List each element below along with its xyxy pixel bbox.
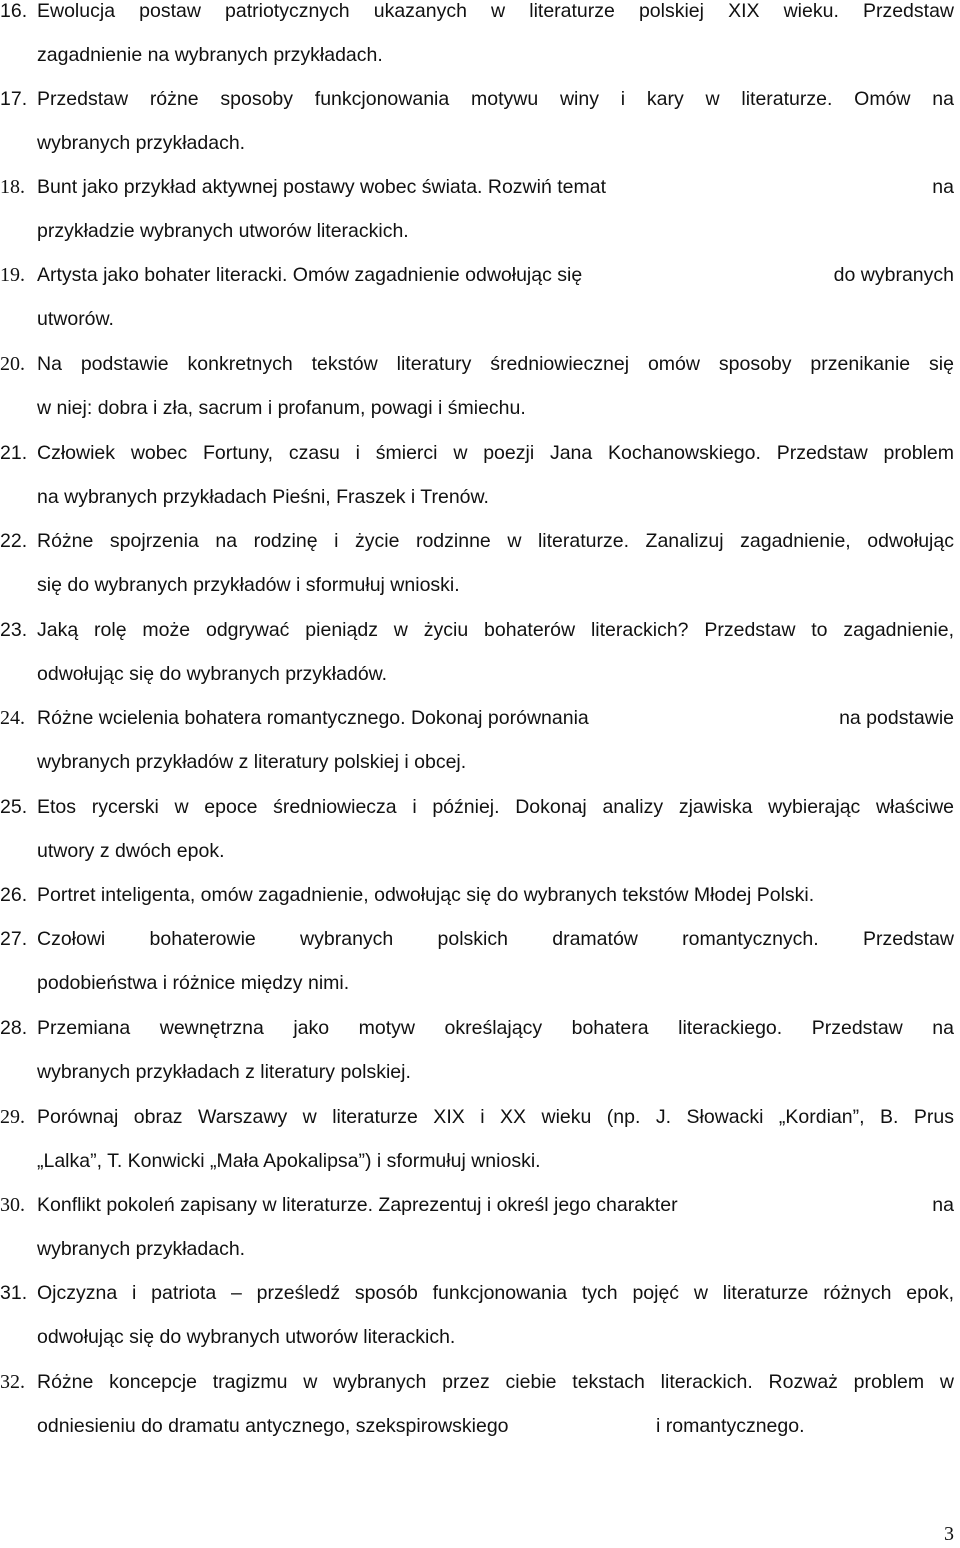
item-text: w niej: dobra i zła, sacrum i profanum, powagi i śmiechu. (37, 397, 526, 419)
item-text: Przemiana wewnętrzna jako motyw określający bohatera literackiego. Przedstaw na (37, 1017, 954, 1039)
list-item-31-line-2 (0, 1322, 960, 1352)
item-text: Artysta jako bohater literacki. Omów zagadnienie odwołując się (37, 264, 583, 286)
item-number: 32. (0, 1371, 25, 1393)
list-item-31-line-1 (0, 1278, 960, 1308)
list-item-28-line-1 (0, 1013, 960, 1043)
item-number: 20. (0, 353, 25, 375)
list-item-18-line-2 (0, 216, 960, 246)
item-number: 23. (0, 619, 28, 641)
list-item-24-line-2 (0, 747, 960, 777)
list-item-16-line-2 (0, 40, 960, 70)
item-text: podobieństwa i różnice między nimi. (37, 972, 350, 994)
item-text: utwory z dwóch epok. (37, 840, 225, 862)
list-item-27-line-1 (0, 924, 960, 954)
item-text: Bunt jako przykład aktywnej postawy wobec świata. Rozwiń temat (37, 176, 607, 198)
list-item-26-line-1 (0, 880, 960, 910)
item-number: 26. (0, 884, 28, 906)
list-item-21-line-1 (0, 438, 960, 468)
list-item-18-line-1 (0, 172, 960, 202)
item-text: odniesieniu do dramatu antycznego, szekspirowskiego (37, 1415, 509, 1437)
list-item-29-line-2 (0, 1146, 960, 1176)
list-item-23-line-1 (0, 615, 960, 645)
item-text: wybranych przykładów z literatury polskiej i obcej. (37, 751, 467, 773)
item-text: Konflikt pokoleń zapisany w literaturze. Zaprezentuj i określ jego charakter (37, 1194, 678, 1216)
item-text: na wybranych przykładach Pieśni, Fraszek i Trenów. (37, 486, 489, 508)
item-number: 29. (0, 1106, 25, 1128)
item-text-right: na (932, 1194, 954, 1216)
item-text: Porównaj obraz Warszawy w literaturze XIX i XX wieku (np. J. Słowacki „Kordian”, B. Prus (37, 1106, 954, 1128)
list-item-20-line-2 (0, 393, 960, 423)
list-item-22-line-2 (0, 570, 960, 600)
item-number: 17. (0, 88, 28, 110)
item-text-right: na podstawie (839, 707, 954, 729)
item-text: Różne koncepcje tragizmu w wybranych przez ciebie tekstach literackich. Rozważ problem w (37, 1371, 954, 1393)
item-number: 22. (0, 530, 28, 552)
item-text: wybranych przykładach. (37, 1238, 246, 1260)
page-number: 3 (944, 1523, 954, 1545)
list-item-25-line-2 (0, 836, 960, 866)
item-text: Człowiek wobec Fortuny, czasu i śmierci w poezji Jana Kochanowskiego. Przedstaw problem (37, 442, 954, 464)
list-item-17-line-1 (0, 84, 960, 114)
item-number: 31. (0, 1282, 28, 1304)
list-item-21-line-2 (0, 482, 960, 512)
item-text: Czołowi bohaterowie wybranych polskich dramatów romantycznych. Przedstaw (37, 928, 954, 950)
item-text: Na podstawie konkretnych tekstów literatury średniowiecznej omów sposoby przenikanie się (37, 353, 954, 375)
list-item-29-line-1 (0, 1102, 960, 1132)
item-number: 21. (0, 442, 28, 464)
item-text-right: na (932, 176, 954, 198)
item-text: wybranych przykładach. (37, 132, 246, 154)
list-item-30-line-2 (0, 1234, 960, 1264)
item-text: wybranych przykładach z literatury polskiej. (37, 1061, 411, 1083)
item-text: „Lalka”, T. Konwicki „Mała Apokalipsa”) i sformułuj wnioski. (37, 1150, 541, 1172)
item-text-right: do wybranych (833, 264, 954, 286)
item-text: Różne wcielenia bohatera romantycznego. Dokonaj porównania (37, 707, 589, 729)
item-text: Etos rycerski w epoce średniowiecza i później. Dokonaj analizy zjawiska wybierając właściwe (37, 796, 954, 818)
list-item-23-line-2 (0, 659, 960, 689)
item-text: Jaką rolę może odgrywać pieniądz w życiu bohaterów literackich? Przedstaw to zagadnienie, (37, 619, 954, 641)
item-text: utworów. (37, 308, 114, 330)
item-number: 30. (0, 1194, 25, 1216)
item-text-right: i romantycznego. (656, 1415, 805, 1437)
item-number: 28. (0, 1017, 28, 1039)
list-item-19-line-1 (0, 260, 960, 290)
list-item-22-line-1 (0, 526, 960, 556)
item-text: zagadnienie na wybranych przykładach. (37, 44, 383, 66)
list-item-32-line-1 (0, 1367, 960, 1397)
list-item-25-line-1 (0, 792, 960, 822)
list-item-16-line-1 (0, 0, 960, 26)
item-number: 19. (0, 264, 25, 286)
item-number: 24. (0, 707, 25, 729)
item-number: 25. (0, 796, 28, 818)
item-text: odwołując się do wybranych przykładów. (37, 663, 388, 685)
item-text: Różne spojrzenia na rodzinę i życie rodzinne w literaturze. Zanalizuj zagadnienie, odwołując (37, 530, 954, 552)
list-item-20-line-1 (0, 349, 960, 379)
item-text: Przedstaw różne sposoby funkcjonowania motywu winy i kary w literaturze. Omów na (37, 88, 954, 110)
item-number: 27. (0, 928, 28, 950)
item-number: 18. (0, 176, 25, 198)
list-item-32-line-2 (0, 1411, 960, 1441)
item-number: 16. (0, 0, 28, 22)
list-item-17-line-2 (0, 128, 960, 158)
list-item-28-line-2 (0, 1057, 960, 1087)
list-item-30-line-1 (0, 1190, 960, 1220)
item-text: się do wybranych przykładów i sformułuj wnioski. (37, 574, 460, 596)
item-text: przykładzie wybranych utworów literackich. (37, 220, 409, 242)
list-item-24-line-1 (0, 703, 960, 733)
item-text: Portret inteligenta, omów zagadnienie, odwołując się do wybranych tekstów Młodej Polski. (37, 884, 815, 906)
list-item-19-line-2 (0, 304, 960, 334)
item-text: odwołując się do wybranych utworów literackich. (37, 1326, 456, 1348)
item-text: Ojczyzna i patriota – prześledź sposób funkcjonowania tych pojęć w literaturze różnych epok, (37, 1282, 954, 1304)
item-text: Ewolucja postaw patriotycznych ukazanych w literaturze polskiej XIX wieku. Przedstaw (37, 0, 954, 22)
list-item-27-line-2 (0, 968, 960, 998)
